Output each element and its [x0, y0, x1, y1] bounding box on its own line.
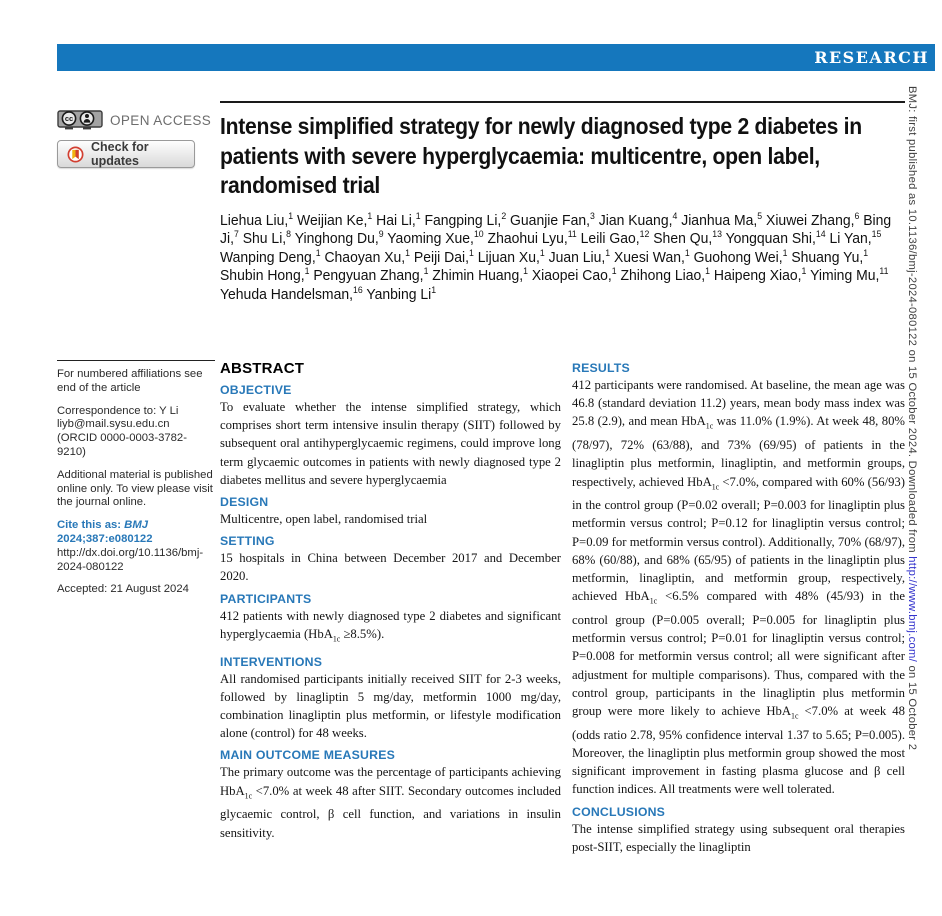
- section-heading: RESULTS: [572, 361, 630, 375]
- section-heading: OBJECTIVE: [220, 383, 292, 397]
- bmj-link[interactable]: http://www.bmj.com/: [906, 556, 918, 663]
- author: Shen Qu,$^{13}$: [653, 229, 722, 248]
- cc-by-license-icon: [57, 110, 103, 130]
- affiliations-note: For numbered affiliations see end of the article: [57, 368, 203, 394]
- author: Yaoming Xue,$^{10}$: [387, 229, 484, 248]
- correspondence-orcid: (ORCID 0000-0003-3782-9210): [57, 432, 187, 458]
- accepted-date: Accepted: 21 August 2024: [57, 583, 189, 596]
- svg-text:cc: cc: [64, 114, 74, 124]
- additional-material-note: Additional material is published online only. To view please visit the journal online.: [57, 468, 213, 509]
- author: Guanjie Fan,$^3$: [510, 210, 595, 229]
- author-list: [220, 212, 905, 305]
- vertical-publication-note: [906, 86, 918, 916]
- author: Xiaopei Cao,$^1$: [531, 266, 617, 285]
- section-text: Multicentre, open label, randomised trial: [220, 512, 428, 527]
- page-title: Intense simplified strategy for newly diagnosed type 2 diabetes in patients with severe hyperglycaemia: multicentre, open label, randomised trial: [220, 113, 862, 198]
- results-column: [572, 361, 905, 856]
- author: Yongquan Shi,$^{14}$: [725, 229, 826, 248]
- author: Juan Liu,$^1$: [548, 247, 611, 266]
- abstract-heading: ABSTRACT: [220, 360, 305, 377]
- author: Lijuan Xu,$^1$: [477, 247, 545, 266]
- correspondence-email[interactable]: liyb@mail.sysu.edu.cn: [57, 418, 170, 431]
- cite-as-label: Cite this as:: [57, 519, 122, 532]
- section-heading: SETTING: [220, 534, 275, 549]
- vertical-note-post: on 15 October 2: [906, 662, 918, 751]
- abstract-column: [220, 361, 561, 842]
- crossmark-icon: [67, 146, 84, 163]
- citation-block: [57, 519, 215, 574]
- author: Hai Li,$^1$: [376, 210, 421, 229]
- section-text: 412 participants were randomised. At baseline, the mean age was 46.8 (standard deviation 11.2) years, mean body mass index was 25.8 (2.9), and mean HbA$_{1c}$ was 11.0% (1.9%). At week 48, 80% (78/97), 72% (63/88), and 73% (69/95) of patients in the linagliptin plus metformin, linagliptin, and metformin groups, respectively, achieved HbA$_{1c}$ <7.0%, compared with 60% (56/93) in the control group (P=0.02 overall; P=0.003 for linagliptin plus metformin versus control; P=0.12 for linagliptin versus control; P=0.09 for metformin versus control). Additionally, 70% (68/97), 68% (60/88), and 68% (65/95) of patients in the linagliptin plus metformin, linagliptin, and metformin group, respectively, achieved HbA$_{1c}$ <6.5% compared with 48% (45/93) in the control group (P=0.005 overall; P=0.005 for linagliptin plus metformin versus control; P=0.01 for linagliptin versus control; P=0.008 for metformin versus control; all were significant after adjustment for multiple comparisons). Thus, compared with the control group, participants in the linagliptin plus metformin group were more likely to achieve HbA$_{1c}$ <7.0% at week 48 (odds ratio 2.78, 95% confidence interval 1.37 to 5.65; P=0.005). Moreover, the linagliptin plus metformin group showed the most significant improvement in fasting plasma glucose and β cell function indices. All treatments were well tolerated.: [572, 378, 905, 797]
- research-banner: [57, 44, 935, 71]
- author: Jian Kuang,$^4$: [598, 210, 678, 229]
- author: Guohong Wei,$^1$: [693, 247, 788, 266]
- author: Yinghong Du,$^9$: [294, 229, 384, 248]
- author: Leili Gao,$^{12}$: [580, 229, 650, 248]
- author: Zhimin Huang,$^1$: [432, 266, 528, 285]
- author: Pengyuan Zhang,$^1$: [313, 266, 429, 285]
- check-for-updates-button[interactable]: [57, 140, 195, 168]
- author: Jianhua Ma,$^5$: [681, 210, 763, 229]
- author: Xuesi Wan,$^1$: [613, 247, 690, 266]
- author: Weijian Ke,$^1$: [297, 210, 373, 229]
- article-metadata-sidebar: [57, 360, 215, 606]
- abstract-sections: [220, 383, 561, 842]
- check-for-updates-label: Check for updates: [91, 140, 149, 168]
- section-text: 15 hospitals in China between December 2017 and December 2020.: [220, 551, 561, 584]
- cite-journal-name: BMJ: [124, 519, 149, 532]
- author: Wanping Deng,$^1$: [220, 247, 321, 266]
- author: Yanbing Li$^1$: [366, 285, 437, 303]
- author: Xiuwei Zhang,$^6$: [766, 210, 860, 229]
- section-text: All randomised participants initially received SIIT for 2-3 weeks, followed by linagliptin 5 mg/day, metformin 1000 mg/day, combination linagliptin plus metformin, or lifestyle modification alone (control) for 48 weeks.: [220, 671, 561, 741]
- cite-doi-link[interactable]: http://dx.doi.org/10.1136/bmj-2024-080122: [57, 546, 204, 573]
- author: Zhaohui Lyu,$^{11}$: [487, 229, 577, 248]
- author: Shuang Yu,$^1$: [791, 247, 869, 266]
- section-heading: CONCLUSIONS: [572, 804, 666, 819]
- section-text: The primary outcome was the percentage of participants achieving HbA$_{1c}$ <7.0% at week 48 after SIIT. Secondary outcomes included glycaemic control, β cell function, and variations in insulin sensitivity.: [220, 765, 561, 840]
- author: Bing Ji,$^7$: [220, 212, 892, 248]
- section-heading: MAIN OUTCOME MEASURES: [220, 748, 395, 763]
- section-heading: PARTICIPANTS: [220, 591, 312, 606]
- author: Peiji Dai,$^1$: [413, 247, 474, 266]
- open-access-badge: [57, 110, 211, 130]
- author: Chaoyan Xu,$^1$: [324, 247, 411, 266]
- author: Fangping Li,$^2$: [424, 210, 507, 229]
- author: Liehua Liu,$^1$: [220, 210, 294, 229]
- article-headmast: [220, 101, 905, 304]
- section-text: 412 patients with newly diagnosed type 2 diabetes and significant hyperglycaemia (HbA$_{1c}$ ≥8.5%).: [220, 608, 561, 644]
- author: Yiming Mu,$^{11}$: [810, 266, 889, 285]
- author: Shu Li,$^8$: [242, 229, 292, 248]
- correspondence-label: Correspondence to: Y Li: [57, 404, 179, 417]
- vertical-note-pre: BMJ: first published as 10.1136/bmj-2024-080122 on 15 October 2024. Downloaded from: [906, 86, 918, 557]
- cite-reference: 2024;387:e080122: [57, 532, 153, 545]
- banner-label: RESEARCH: [814, 48, 929, 67]
- section-text: To evaluate whether the intense simplified strategy, which comprises short term intensive insulin therapy (SIIT) followed by subsequent oral antihyperglycaemic regimens, could improve long term glycaemic outcomes in patients with newly diagnosed type 2 diabetes mellitus and severe hyperglycaemia: [220, 400, 561, 487]
- correspondence-block: [57, 405, 215, 460]
- author: Shubin Hong,$^1$: [220, 266, 310, 285]
- open-access-label: OPEN ACCESS: [110, 112, 212, 128]
- author: Li Yan,$^{15}$: [829, 229, 882, 248]
- results-sections: [572, 361, 905, 856]
- author: Zhihong Liao,$^1$: [620, 266, 710, 285]
- section-text: The intense simplified strategy using subsequent oral therapies post-SIIT, especially the linagliptin: [572, 821, 905, 854]
- section-heading: INTERVENTIONS: [220, 654, 323, 669]
- section-heading: DESIGN: [220, 495, 269, 510]
- author: Haipeng Xiao,$^1$: [713, 266, 807, 285]
- author: Yehuda Handelsman,$^{16}$: [220, 285, 363, 303]
